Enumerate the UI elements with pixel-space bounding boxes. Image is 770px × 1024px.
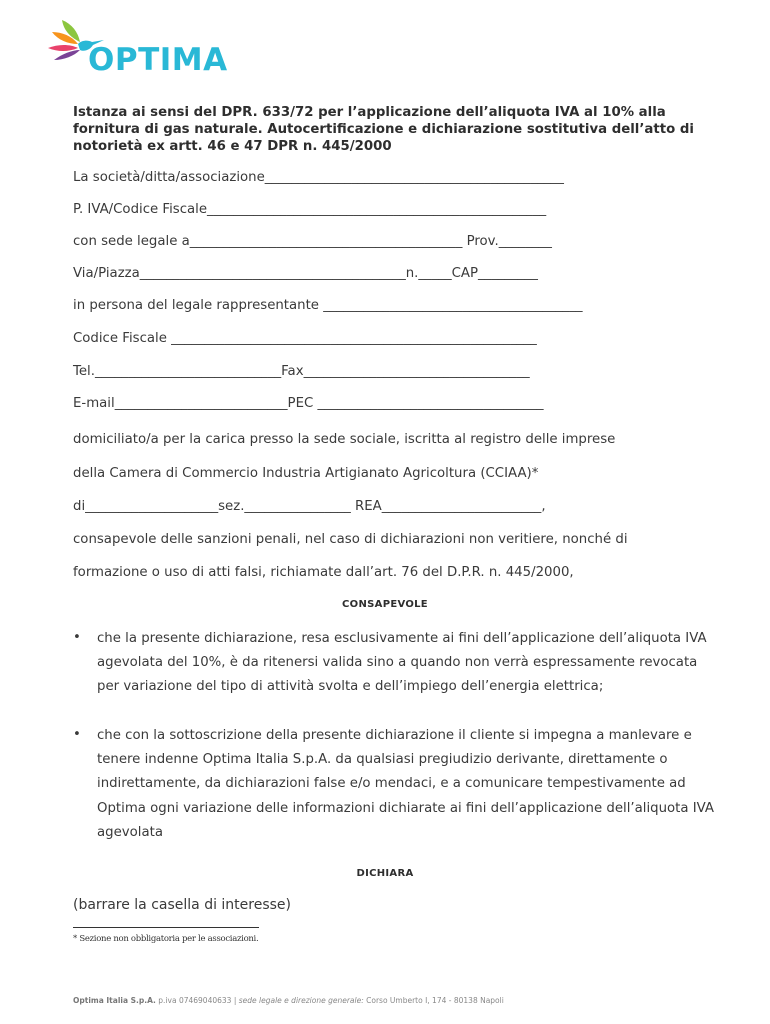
footnote-divider bbox=[73, 927, 259, 928]
footer-separator: | bbox=[233, 996, 237, 1005]
consapevole-heading: CONSAPEVOLE bbox=[342, 599, 428, 610]
footer-address: Corso Umberto I, 174 - 80138 Napoli bbox=[366, 996, 504, 1005]
codice-fiscale-field[interactable]: Codice Fiscale _______________________________________________________ bbox=[73, 331, 537, 346]
footer-sede-label: sede legale e direzione generale: bbox=[238, 996, 364, 1005]
footnote: * Sezione non obbligatoria per le associazioni. bbox=[73, 934, 259, 944]
footer-piva: 07469040633 bbox=[178, 996, 232, 1005]
page-footer bbox=[73, 996, 504, 1005]
logo-wordmark: OPTIMA bbox=[88, 42, 228, 78]
bullet-text-2: che con la sottoscrizione della presente dichiarazione il cliente si impegna a manlevare e tenere indenne Optima Italia S.p.A. da qualsiasi pregiudizio derivante, direttamente o indirettamente, da dichiarazioni false e/o mendaci, e a comunicare tempestivamente ad Optima ogni variazione delle informazioni dichiarate ai fini dell’applicazione dell’aliquota IVA agevolata bbox=[97, 728, 715, 840]
dichiara-heading: DICHIARA bbox=[356, 868, 414, 879]
societa-field[interactable]: La società/ditta/associazione_____________________________________________ bbox=[73, 170, 564, 185]
piva-field[interactable]: P. IVA/Codice Fiscale___________________________________________________ bbox=[73, 202, 547, 217]
barrare-instruction: (barrare la casella di interesse) bbox=[73, 897, 292, 913]
consapevole-text-line1: consapevole delle sanzioni penali, nel caso di dichiarazioni non veritiere, nonché di bbox=[73, 532, 628, 547]
rea-field[interactable]: di____________________sez.________________ REA________________________, bbox=[73, 499, 546, 514]
legale-rappresentante-field[interactable]: in persona del legale rappresentante _______________________________________ bbox=[73, 298, 583, 313]
bullet-text-1: che la presente dichiarazione, resa esclusivamente ai fini dell’applicazione dell’aliquota IVA agevolata del 10%, è da ritenersi valida sino a quando non verrà espressamente revocata per variazione del tipo di attività svolta e dell’impiego dell’energia elettrica; bbox=[97, 631, 707, 695]
bullet-icon: • bbox=[73, 630, 81, 645]
optima-logo bbox=[48, 18, 238, 78]
document-title: Istanza ai sensi del DPR. 633/72 per l’applicazione dell’aliquota IVA al 10% alla fornitura di gas naturale. Autocertificazione e dichiarazione sostitutiva dell’atto di notorietà ex artt. 46 e 47 DPR n. 445/2000 bbox=[73, 105, 694, 154]
bullet-icon: • bbox=[73, 727, 81, 742]
email-pec-field[interactable]: E-mail__________________________PEC __________________________________ bbox=[73, 396, 544, 411]
camera-commercio-text: della Camera di Commercio Industria Artigianato Agricoltura (CCIAA)* bbox=[73, 466, 539, 481]
consapevole-text-line2: formazione o uso di atti falsi, richiamate dall’art. 76 del D.P.R. n. 445/2000, bbox=[73, 565, 574, 580]
via-field[interactable]: Via/Piazza________________________________________n._____CAP_________ bbox=[73, 266, 538, 281]
sede-legale-field[interactable]: con sede legale a_________________________________________ Prov.________ bbox=[73, 234, 552, 249]
domicilio-text: domiciliato/a per la carica presso la sede sociale, iscritta al registro delle imprese bbox=[73, 432, 616, 447]
footer-piva-label: p.iva bbox=[158, 996, 177, 1005]
footer-company: Optima Italia S.p.A. bbox=[73, 996, 156, 1005]
tel-fax-field[interactable]: Tel.____________________________Fax__________________________________ bbox=[73, 364, 530, 379]
